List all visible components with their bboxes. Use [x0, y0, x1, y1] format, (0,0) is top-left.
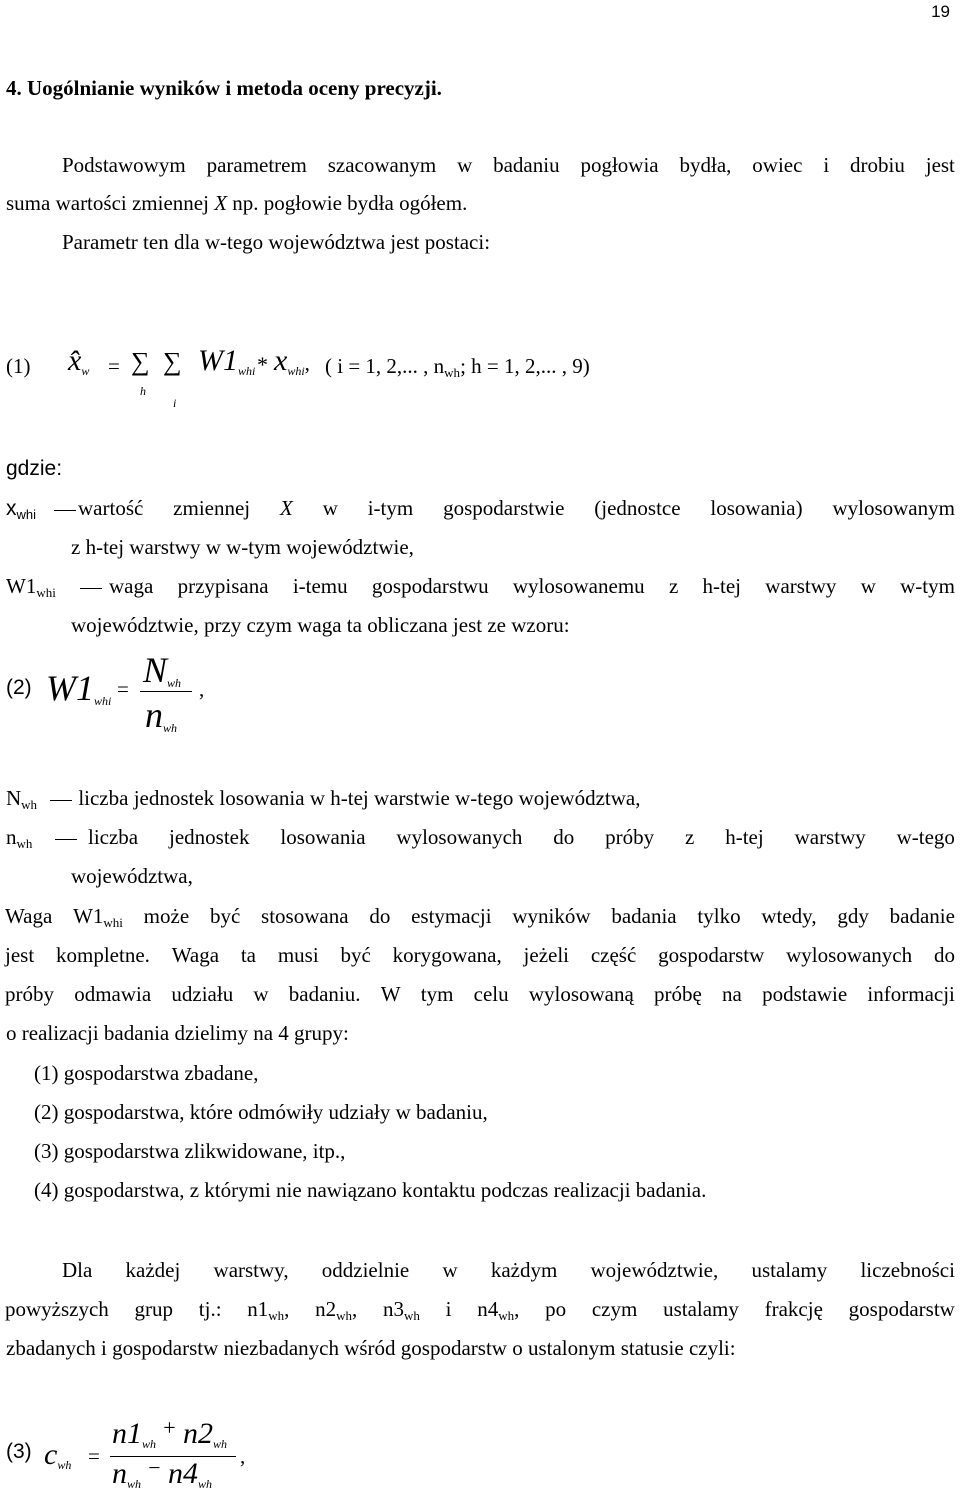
- word: Waga: [171, 943, 220, 967]
- intro-line-3: Parametr ten dla w-tego województwa jest postaci:: [62, 230, 491, 254]
- word: wylosowanych: [786, 943, 913, 967]
- word: wylosowanych: [396, 825, 523, 849]
- intro-line-1: [62, 155, 955, 176]
- word: jest: [5, 943, 35, 967]
- word: wartość: [78, 496, 144, 520]
- eq2-label: (2): [6, 676, 32, 699]
- word: jest: [925, 153, 955, 177]
- para2-line-3: [5, 984, 955, 1005]
- word: w-tym: [900, 574, 955, 598]
- word: waga: [109, 574, 154, 598]
- def-nwh-dash: [55, 827, 77, 848]
- word: warstwy: [794, 825, 866, 849]
- word: część: [590, 943, 637, 967]
- word: gospodarstw: [658, 943, 765, 967]
- word: h-tej: [725, 825, 764, 849]
- def-Nwh: Nwh liczba jednostek losowania w h-tej warstwie w-tego województwa,: [6, 786, 641, 812]
- word: estymacji: [411, 904, 492, 928]
- sigma-h-icon: ∑: [131, 347, 150, 376]
- word: być: [340, 943, 371, 967]
- word: losowania): [710, 496, 803, 520]
- para3-line-3: zbadanych i gospodarstw niezbadanych wśród gospodarstw o ustalonym statusie czyli:: [6, 1336, 736, 1360]
- eq3-equals: =: [88, 1444, 100, 1468]
- word: próbę: [654, 982, 702, 1006]
- word: podstawie: [762, 982, 848, 1006]
- eq3-lhs: $c_{wh}$: [44, 1438, 72, 1472]
- eq1-w1: $W1_{whi}$: [198, 344, 256, 378]
- word: może: [143, 904, 190, 928]
- word: i-tym: [367, 496, 414, 520]
- word: tj.:: [198, 1297, 222, 1321]
- def-w1-line-2: województwie, przy czym waga ta obliczana jest ze wzoru:: [71, 613, 570, 637]
- word: być: [209, 904, 241, 928]
- word: jednostek: [169, 825, 250, 849]
- def-xwhi-dash: [54, 498, 76, 519]
- word: celu: [473, 982, 509, 1006]
- word: z: [685, 825, 695, 849]
- def-w1-dash: [80, 576, 102, 597]
- word: próby: [605, 825, 655, 849]
- word: ta: [240, 943, 256, 967]
- word: gospodarstwu: [371, 574, 489, 598]
- word: szacowanym: [327, 153, 437, 177]
- word: badaniu.: [288, 982, 361, 1006]
- sigma-i-icon: ∑: [163, 347, 182, 376]
- eq3-label: (3): [6, 1440, 32, 1463]
- word: w: [253, 982, 269, 1006]
- word: w: [860, 574, 876, 598]
- word: każdej: [125, 1258, 181, 1282]
- eq3-comma: ,: [240, 1444, 246, 1468]
- word: powyższych: [5, 1297, 109, 1321]
- para2-line-1: [5, 904, 955, 930]
- word: zmiennej: [173, 496, 251, 520]
- word: wtedy,: [761, 904, 817, 928]
- word: w: [442, 1258, 458, 1282]
- eq1-times: *: [257, 352, 268, 377]
- word: badanie: [889, 904, 955, 928]
- word: (jednostce: [594, 496, 681, 520]
- eq1-lhs: x̂w: [68, 344, 90, 378]
- word: do: [553, 825, 575, 849]
- word: badania: [611, 904, 677, 928]
- gdzie-label: gdzie:: [6, 457, 63, 480]
- word: kompletne.: [56, 943, 150, 967]
- word: wylosowanym: [832, 496, 955, 520]
- para3-line-1: [62, 1260, 955, 1281]
- word: po: [545, 1297, 567, 1321]
- word: liczebności: [860, 1258, 955, 1282]
- eq1-range: ( i = 1, 2,... , nwh; h = 1, 2,... , 9): [325, 354, 590, 380]
- def-xwhi-line-2: z h-tej warstwy w w-tym województwie,: [71, 535, 414, 559]
- word: do: [933, 943, 955, 967]
- word: próby: [5, 982, 54, 1006]
- intro-line-2: suma wartości zmiennej X np. pogłowie bydła ogółem.: [6, 191, 468, 215]
- word: udziału: [171, 982, 234, 1006]
- eq1-label: (1): [6, 354, 31, 378]
- def-w1-line-1: [109, 576, 955, 597]
- word: i: [445, 1297, 452, 1321]
- section-heading: 4. Uogólnianie wyników i metoda oceny precyzji.: [6, 76, 442, 100]
- word: jeżeli: [523, 943, 570, 967]
- eq2-equals: =: [117, 677, 129, 701]
- word: drobiu: [850, 153, 905, 177]
- word: W: [380, 982, 401, 1006]
- word: musi: [277, 943, 319, 967]
- word: w-tego: [896, 825, 955, 849]
- def-xwhi-line-1: [78, 498, 955, 519]
- word: każdym: [490, 1258, 558, 1282]
- group-item-3: (3) gospodarstwa zlikwidowane, itp.,: [34, 1139, 346, 1163]
- word: n2wh,: [315, 1297, 358, 1323]
- word: n4wh,: [477, 1297, 520, 1323]
- word: ustalamy: [751, 1258, 828, 1282]
- word: odmawia: [74, 982, 152, 1006]
- sum-index-h: h: [140, 384, 146, 398]
- word: tylko: [697, 904, 741, 928]
- word: korygowana,: [392, 943, 502, 967]
- word: wylosowaną: [528, 982, 634, 1006]
- word: czym: [591, 1297, 638, 1321]
- word: n3wh: [383, 1297, 420, 1323]
- def-nwh-symbol: nwh: [6, 825, 33, 851]
- para2-line-2: [5, 945, 955, 966]
- word: ustalamy: [663, 1297, 739, 1321]
- word: do: [369, 904, 391, 928]
- word: tym: [420, 982, 454, 1006]
- group-item-1: (1) gospodarstwa zbadane,: [34, 1061, 259, 1085]
- word: pogłowia: [580, 153, 659, 177]
- word: n1wh,: [247, 1297, 290, 1323]
- para2-line-4: o realizacji badania dzielimy na 4 grupy:: [6, 1021, 349, 1045]
- eq3-denominator: $n_{wh} - n4_{wh}$: [112, 1455, 212, 1491]
- word: i: [823, 153, 830, 177]
- word: wyników: [512, 904, 591, 928]
- def-nwh-line-2: województwa,: [71, 864, 193, 888]
- word: wylosowanemu: [512, 574, 645, 598]
- word: liczba: [88, 825, 139, 849]
- word: Dla: [62, 1258, 93, 1282]
- eq1-equals: =: [108, 354, 120, 378]
- word: losowania: [280, 825, 366, 849]
- word: bydła,: [679, 153, 732, 177]
- word: stosowana: [261, 904, 349, 928]
- group-item-2: (2) gospodarstwa, które odmówiły udziały w badaniu,: [34, 1100, 488, 1124]
- word: oddzielnie: [321, 1258, 410, 1282]
- word: z: [668, 574, 679, 598]
- word: Waga: [5, 904, 53, 928]
- word: badaniu: [493, 153, 560, 177]
- eq2-fraction-line: [140, 691, 192, 692]
- word: przypisana: [177, 574, 269, 598]
- word: owiec: [752, 153, 803, 177]
- word: X: [280, 496, 293, 520]
- word: gospodarstwie: [443, 496, 565, 520]
- word: gdy: [837, 904, 869, 928]
- word: parametrem: [206, 153, 307, 177]
- word: warstwy,: [213, 1258, 289, 1282]
- word: w: [322, 496, 338, 520]
- def-xwhi-symbol: xwhi: [6, 497, 37, 522]
- eq2-numerator: $N_{wh}$: [143, 650, 182, 690]
- def-w1-symbol: W1whi: [6, 574, 56, 600]
- eq2-comma: ,: [199, 677, 205, 701]
- word: grup: [134, 1297, 174, 1321]
- word: Podstawowym: [62, 153, 186, 177]
- group-item-4: (4) gospodarstwa, z którymi nie nawiązano kontaktu podczas realizacji badania.: [34, 1178, 707, 1202]
- eq3-numerator: $n1_{wh} + n2_{wh}$: [112, 1415, 227, 1451]
- def-nwh-line-1: [88, 827, 955, 848]
- word: na: [722, 982, 742, 1006]
- word: warstwy: [765, 574, 837, 598]
- word: gospodarstw: [848, 1297, 955, 1321]
- eq2-lhs: $W1_{whi}$: [46, 668, 112, 708]
- word: w: [457, 153, 473, 177]
- word: h-tej: [702, 574, 742, 598]
- eq1-x: $x_{whi}$,: [274, 344, 310, 378]
- word: frakcję: [764, 1297, 823, 1321]
- eq2-denominator: $n_{wh}$: [145, 695, 178, 735]
- page-number: 19: [931, 2, 950, 21]
- word: W1whi: [73, 904, 123, 930]
- sum-index-i: i: [173, 396, 177, 410]
- word: i-temu: [292, 574, 348, 598]
- word: województwie,: [590, 1258, 719, 1282]
- word: informacji: [867, 982, 955, 1006]
- para3-line-2: [5, 1297, 955, 1323]
